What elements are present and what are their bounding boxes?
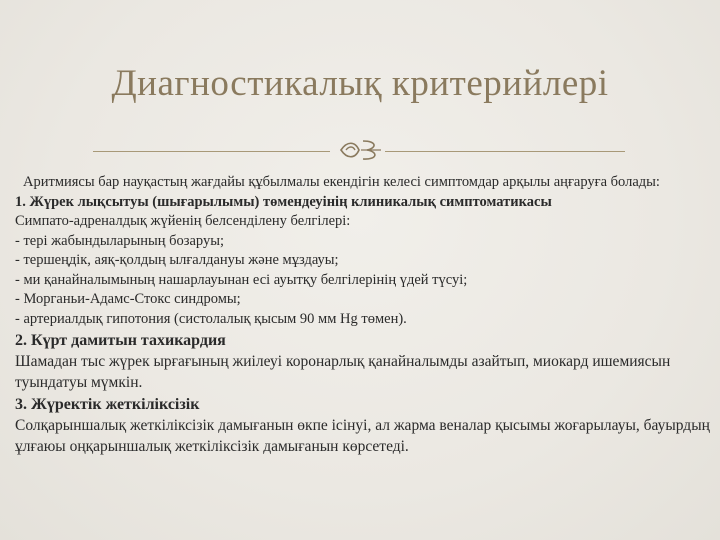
section1-item: - тершеңдік, аяқ-қолдың ылғалдануы және мұздауы;: [15, 252, 339, 268]
section1-item: - артериалдық гипотония (систолалық қысым 90 мм Hg төмен).: [15, 310, 407, 327]
intro-text: Аритмиясы бар науқастың жағдайы құбылмалы екендігін келесі симптомдар арқылы аңғаруға болады:: [23, 174, 660, 190]
title-divider-left: [93, 151, 330, 152]
slide-content: [15, 173, 715, 457]
section1-item: - тері жабындыларының бозаруы;: [15, 232, 225, 249]
section1-item: - Морганьи-Адамс-Стокс синдромы;: [15, 291, 241, 307]
section3-text: Солқарыншалық жеткіліксізік дамығанын өкпе ісінуі, ал жарма веналар қысымы жоғарылауы, бауырдың ұлғаюы оңқарыншалық жеткіліксізік дамығанын көрсетеді.: [15, 417, 710, 455]
flourish-ornament-icon: [337, 135, 383, 165]
section1-item: - ми қанайналымының нашарлауынан есі ауытқу белгілерінің үдей түсуі;: [15, 271, 468, 288]
slide-title: Диагностикалық критерийлері: [111, 63, 609, 104]
section2-text: Шамадан тыс жүрек ырғағының жиілеуі коронарлық қанайналымды азайтып, миокард ишемиясын туындатуы мүмкін.: [15, 353, 671, 391]
section2-heading: 2. Күрт дамитын тахикардия: [15, 332, 226, 349]
section1-subheading: Симпато-адреналдық жүйенің белсенділену белгілері:: [15, 213, 351, 229]
section1-heading: 1. Жүрек лықсытуы (шығарылымы) төмендеуінің клиникалық симптоматикасы: [15, 193, 552, 210]
title-divider-right: [385, 151, 625, 152]
section3-heading: 3. Жүректік жеткіліксізік: [15, 396, 200, 413]
